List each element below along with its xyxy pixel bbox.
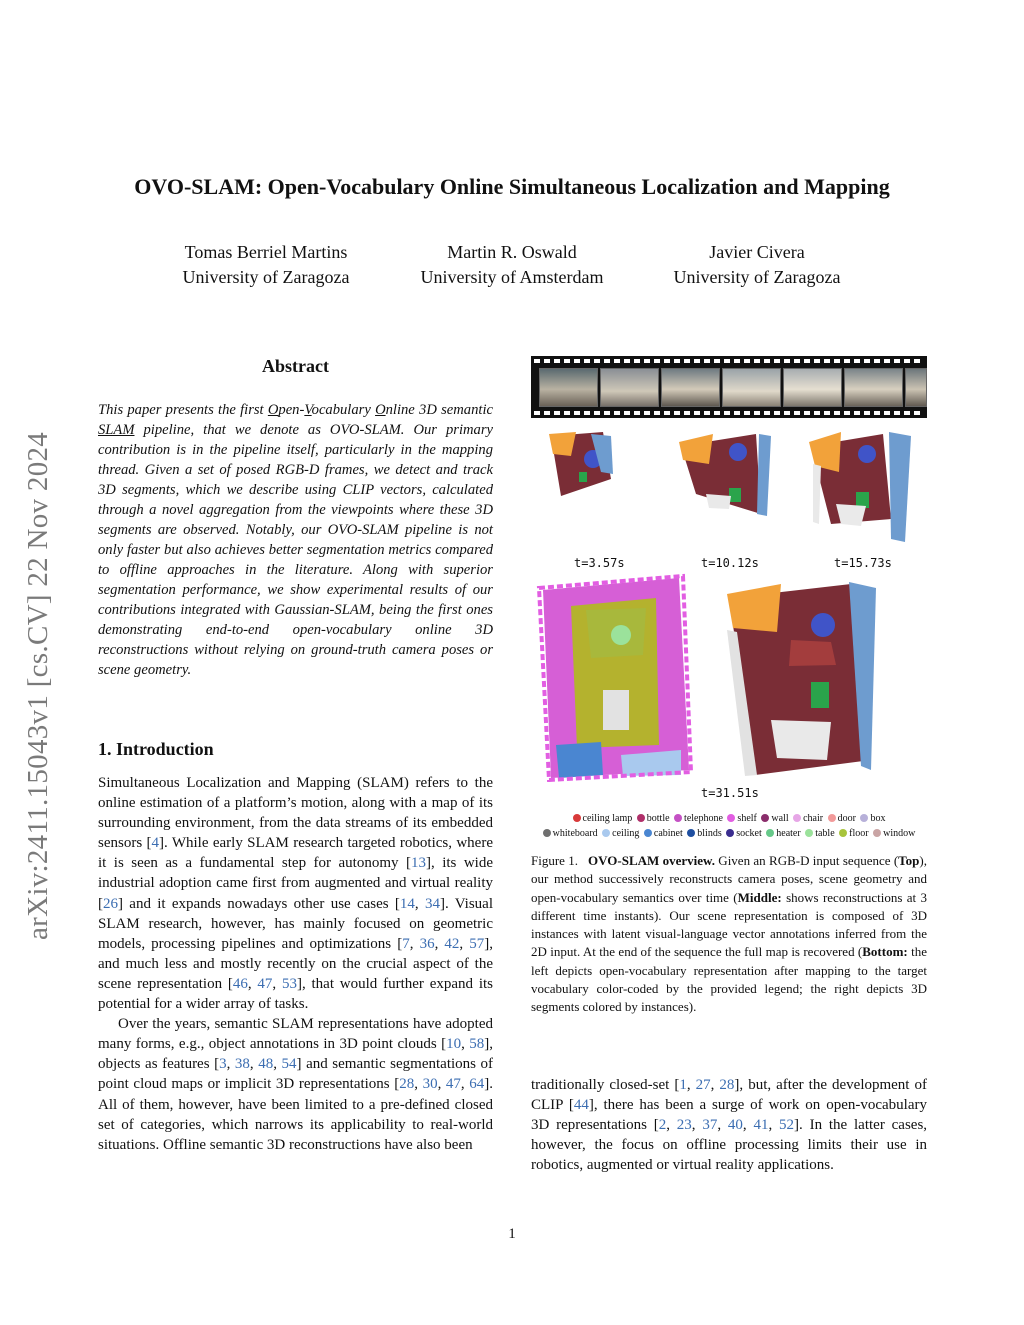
film-sprocket-hole (834, 411, 840, 415)
reconstruction-t1 (549, 432, 613, 496)
legend-item (644, 828, 683, 839)
film-sprocket-hole (914, 359, 920, 363)
film-sprocket-hole (734, 359, 740, 363)
film-sprocket-hole (564, 411, 570, 415)
film-sprocket-hole (634, 411, 640, 415)
author-affiliation: University of Amsterdam (420, 267, 604, 287)
legend-item (761, 813, 788, 824)
author-2 (396, 240, 628, 290)
film-sprocket-hole (854, 359, 860, 363)
legend-item (828, 813, 856, 824)
film-sprocket-hole (644, 411, 650, 415)
input-frame (600, 368, 659, 407)
film-sprocket-hole (584, 359, 590, 363)
legend-swatch (726, 829, 734, 837)
film-sprocket-hole (574, 411, 580, 415)
timestamp-label: t=3.57s (574, 556, 625, 570)
film-sprocket-hole (904, 359, 910, 363)
film-sprocket-hole (604, 359, 610, 363)
legend-label: shelf (737, 813, 757, 824)
film-sprocket-hole (624, 411, 630, 415)
page-number: 1 (508, 1226, 516, 1242)
film-sprocket-hole (684, 411, 690, 415)
film-sprocket-hole (874, 411, 880, 415)
film-sprocket-hole (614, 411, 620, 415)
legend-label: telephone (684, 813, 723, 824)
legend-label: bottle (646, 813, 670, 824)
legend-swatch (828, 814, 836, 822)
film-sprocket-hole (604, 411, 610, 415)
film-sprocket-hole (814, 359, 820, 363)
film-sprocket-hole (654, 359, 660, 363)
film-sprocket-hole (774, 411, 780, 415)
film-sprocket-hole (764, 359, 770, 363)
film-sprocket-hole (664, 359, 670, 363)
intro-paragraph-continued: traditionally closed-set [1, 27, 28], but, after the development of CLIP [44], there has been a surge of work on open-vocabulary 3D representations [2, 23, 37, 40, 41, 52]. In the latter cases, however, the focus on offline processing limits their use in robotics, augmented or virtual reality applications. (531, 1077, 928, 1174)
legend-item (726, 828, 762, 839)
abstract-heading: Abstract (262, 356, 329, 376)
instance-map (727, 582, 876, 776)
film-sprocket-hole (774, 359, 780, 363)
legend-label: ceiling lamp (582, 813, 633, 824)
legend-swatch (761, 814, 769, 822)
film-sprocket-hole (724, 411, 730, 415)
film-sprocket-hole (914, 411, 920, 415)
legend-label: ceiling (612, 828, 640, 839)
film-sprocket-hole (904, 411, 910, 415)
legend-item (873, 828, 915, 839)
film-sprocket-hole (714, 359, 720, 363)
film-sprocket-hole (684, 359, 690, 363)
legend-swatch (637, 814, 645, 822)
author-3 (641, 240, 873, 290)
film-sprocket-hole (544, 359, 550, 363)
film-sprocket-hole (664, 411, 670, 415)
input-frame (844, 368, 903, 407)
legend-item (793, 813, 823, 824)
film-sprocket-hole (874, 359, 880, 363)
legend-item (839, 828, 868, 839)
film-sprocket-hole (584, 411, 590, 415)
legend-swatch (674, 814, 682, 822)
legend-swatch (687, 829, 695, 837)
film-sprocket-hole (594, 359, 600, 363)
legend-item (727, 813, 756, 824)
film-sprocket-hole (784, 411, 790, 415)
legend-label: box (870, 813, 886, 824)
film-sprocket-hole (854, 411, 860, 415)
author-name: Tomas Berriel Martins (184, 242, 348, 262)
film-sprocket-hole (704, 411, 710, 415)
legend-label: wall (771, 813, 789, 824)
film-sprocket-hole (744, 359, 750, 363)
legend-label: floor (849, 828, 869, 839)
author-affiliation: University of Zaragoza (673, 267, 841, 287)
film-sprocket-hole (534, 359, 540, 363)
legend-label: blinds (697, 828, 722, 839)
film-sprocket-hole (864, 411, 870, 415)
legend-swatch (644, 829, 652, 837)
legend-item (602, 828, 639, 839)
film-sprocket-hole (654, 411, 660, 415)
film-sprocket-hole (734, 411, 740, 415)
legend-label: heater (776, 828, 801, 839)
film-sprocket-hole (884, 359, 890, 363)
legend-label: door (837, 813, 856, 824)
legend-item (860, 813, 885, 824)
film-sprocket-hole (844, 411, 850, 415)
film-sprocket-hole (674, 411, 680, 415)
film-sprocket-hole (624, 359, 630, 363)
legend-item (805, 828, 834, 839)
intro-right-column (531, 1075, 927, 1175)
film-sprocket-hole (764, 411, 770, 415)
author-1 (150, 240, 382, 290)
film-sprocket-hole (554, 359, 560, 363)
input-sequence-filmstrip (531, 356, 927, 418)
film-sprocket-hole (894, 359, 900, 363)
film-sprocket-hole (534, 411, 540, 415)
input-frame (905, 368, 927, 407)
section-heading-introduction: 1. Introduction (98, 739, 214, 759)
input-frame (539, 368, 598, 407)
timestamp-label: t=10.12s (701, 556, 759, 570)
legend-swatch (793, 814, 801, 822)
film-sprocket-hole (894, 411, 900, 415)
legend-item (687, 828, 721, 839)
film-sprocket-hole (714, 411, 720, 415)
film-sprocket-hole (824, 359, 830, 363)
author-affiliation: University of Zaragoza (182, 267, 350, 287)
film-sprocket-hole (754, 359, 760, 363)
legend-label: window (883, 828, 916, 839)
input-frame (783, 368, 842, 407)
legend-swatch (860, 814, 868, 822)
abstract-text: This paper presents the first Open-Vocabulary Online 3D semantic SLAM pipeline, that we denote as OVO-SLAM. Our primary contribution is in the pipeline itself, particularly in the mapping thread. Given a set of posed RGB-D frames, we detect and track 3D segments, which we describe using CLIP vectors, calculated through a novel aggregation from the viewpoints where these 3D segments are observed. Notably, our OVO-SLAM pipeline is not only faster but also achieves better segmentation metrics compared to offline approaches in the literature. Along with superior segmentation performance, we show experimental results of our contributions integrated with Gaussian-SLAM, being the first ones demonstrating end-to-end open-vocabulary online 3D reconstructions without relying on ground-truth camera poses or scene geometry. (98, 402, 493, 678)
legend-swatch (873, 829, 881, 837)
intro-left-column (98, 773, 493, 1155)
author-name: Javier Civera (709, 242, 805, 262)
film-sprocket-hole (544, 411, 550, 415)
legend-swatch (573, 814, 581, 822)
legend-label: cabinet (653, 828, 683, 839)
legend-swatch (543, 829, 551, 837)
legend-item (766, 828, 800, 839)
input-frame (722, 368, 781, 407)
film-sprocket-hole (744, 411, 750, 415)
legend-row (531, 828, 927, 839)
film-sprocket-hole (554, 411, 560, 415)
film-sprocket-hole (634, 359, 640, 363)
legend-swatch (766, 829, 774, 837)
film-sprocket-hole (754, 411, 760, 415)
film-sprocket-hole (834, 359, 840, 363)
legend-swatch (805, 829, 813, 837)
legend-swatch (727, 814, 735, 822)
intro-paragraph-1: Simultaneous Localization and Mapping (SLAM) refers to the online estimation of a platform’s motion, along with a map of its surrounding environment, from the data streams of its embedded sensors [4]. While early SLAM research targeted robotics, where it is seen as a fundamental step for autonomy [13], its wide industrial adoption came first from augmented and virtual reality [26] and it expands nowadays other use cases [14, 34]. Visual SLAM research, however, has mainly focused on geometric models, processing pipelines and optimizations [7, 36, 42, 57], and much less and mostly recently on the crucial aspect of the scene representation [46, 47, 53], that would further expand its potential for a wider array of tasks. (98, 775, 494, 1013)
film-sprocket-hole (704, 359, 710, 363)
reconstruction-t2 (679, 434, 771, 516)
legend-item (543, 828, 598, 839)
legend-item (637, 813, 670, 824)
middle-reconstructions (531, 424, 927, 554)
film-sprocket-hole (804, 359, 810, 363)
legend-swatch (602, 829, 610, 837)
author-name: Martin R. Oswald (447, 242, 577, 262)
film-sprocket-hole (694, 411, 700, 415)
film-sprocket-hole (794, 359, 800, 363)
figure-caption: Figure 1. OVO-SLAM overview. Given an RGB-D input sequence (Top), our method successively reconstructs camera poses, scene geometry and open-vocabulary semantics over time (Middle: shows reconstructions at 3 different time instants). Our scene representation is composed of 3D instances with latent visual-language vector annotations inferred from the 2D input. At the end of the sequence the full map is recovered (Bottom: the left depicts open-vocabulary representation after mapping to the target vocabulary color-coded by the provided legend; the right depicts 3D segments colored by instances). (531, 853, 927, 1015)
legend-label: whiteboard (552, 828, 598, 839)
film-sprocket-hole (724, 359, 730, 363)
film-sprocket-hole (594, 411, 600, 415)
reconstruction-t3 (809, 432, 911, 542)
timestamp-label: t=31.51s (701, 786, 759, 800)
legend-label: table (815, 828, 835, 839)
legend-row (531, 813, 927, 824)
film-sprocket-hole (814, 411, 820, 415)
film-sprocket-hole (784, 359, 790, 363)
paper-title: OVO-SLAM: Open-Vocabulary Online Simultaneous Localization and Mapping (134, 174, 890, 199)
legend-item (573, 813, 633, 824)
arxiv-identifier: arXiv:2411.15043v1 [cs.CV] 22 Nov 2024 (22, 431, 54, 940)
film-sprocket-hole (804, 411, 810, 415)
bottom-reconstructions (531, 570, 927, 782)
input-frame (661, 368, 720, 407)
film-sprocket-hole (564, 359, 570, 363)
film-sprocket-hole (864, 359, 870, 363)
legend-label: socket (736, 828, 762, 839)
legend-label: chair (803, 813, 824, 824)
film-sprocket-hole (884, 411, 890, 415)
semantic-map (539, 576, 691, 780)
film-sprocket-hole (794, 411, 800, 415)
film-sprocket-hole (574, 359, 580, 363)
film-sprocket-hole (614, 359, 620, 363)
legend-swatch (839, 829, 847, 837)
film-sprocket-hole (824, 411, 830, 415)
film-sprocket-hole (644, 359, 650, 363)
timestamp-label: t=15.73s (834, 556, 892, 570)
legend-item (674, 813, 723, 824)
intro-paragraph-2: Over the years, semantic SLAM representations have adopted many forms, e.g., object annotations in 3D point clouds [10, 58], objects as features [3, 38, 48, 54] and semantic segmentations of point cloud maps or implicit 3D representations [28, 30, 47, 64]. All of them, however, have been limited to a pre-defined closed set of categories, which narrows its applicability to real-world situations. Offline semantic 3D reconstructions have also been (98, 1016, 494, 1153)
film-sprocket-hole (844, 359, 850, 363)
film-sprocket-hole (694, 359, 700, 363)
film-sprocket-hole (674, 359, 680, 363)
